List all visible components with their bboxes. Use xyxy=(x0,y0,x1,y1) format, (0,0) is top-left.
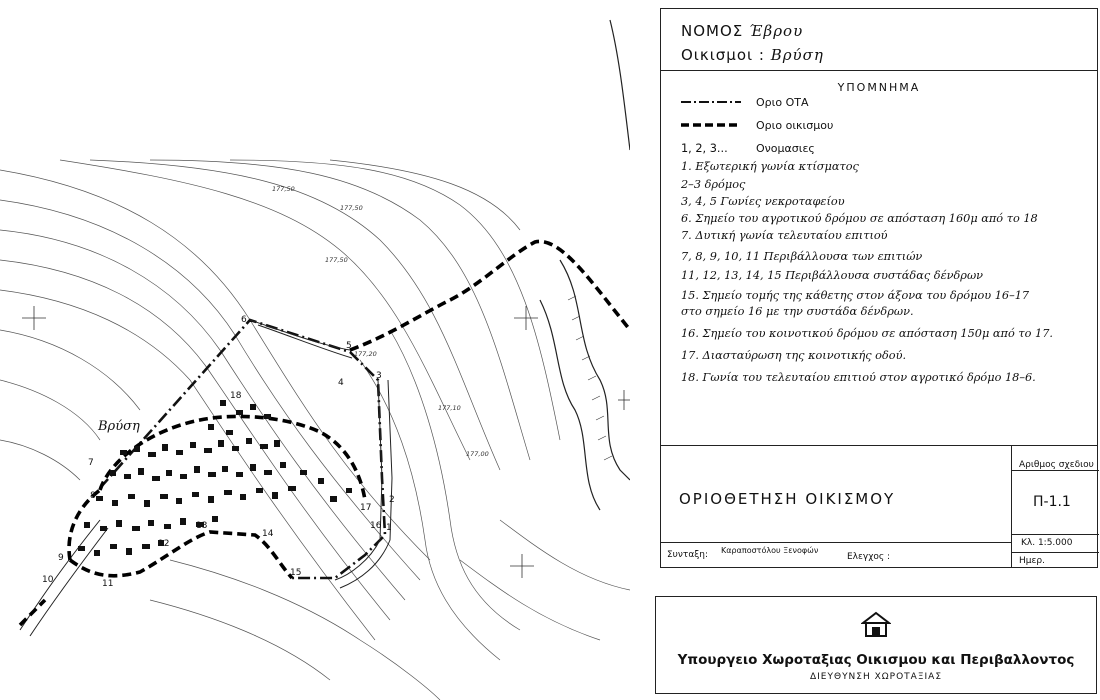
ministry-name: Υπουργειο Χωροταξιας Οικισμου και Περιβαλλοντος xyxy=(677,652,1075,668)
date-label: Ημερ. xyxy=(1019,556,1045,566)
elevation-label: 177,20 xyxy=(354,350,377,358)
elevation-label: 177,50 xyxy=(272,185,295,193)
settlements-label: Οικισμοι : xyxy=(681,46,765,64)
point-label: 17 xyxy=(360,503,372,513)
drawing-number: Π-1.1 xyxy=(1033,494,1071,510)
point-label: 12 xyxy=(158,539,170,549)
note-item: 7, 8, 9, 10, 11 Περιβάλλουσα των επιτιών xyxy=(681,250,923,263)
point-label: 9 xyxy=(58,553,64,563)
settlement-line-symbol xyxy=(681,120,741,130)
settlements-line xyxy=(681,46,824,64)
ota-label: Οριο ΟΤΑ xyxy=(756,96,809,109)
drawing-number-label: Αριθμος σχεδιου xyxy=(1019,460,1094,470)
drawing-scale: Κλ. 1:5.000 xyxy=(1021,538,1073,548)
prefecture-label: ΝΟΜΟΣ xyxy=(681,22,744,40)
note-item: 11, 12, 13, 14, 15 Περιβάλλουσα συστάδας δένδρων xyxy=(681,269,984,282)
settlement-label: Οριο οικισμου xyxy=(756,119,834,132)
author-name: Καραποστόλου Ξενοφών xyxy=(721,546,819,555)
settlements-value: Βρύση xyxy=(770,46,824,64)
note-item: 15. Σημείο τομής της κάθετης στον άξονα του δρόμου 16–17 xyxy=(681,289,1030,302)
point-label: 11 xyxy=(102,579,114,589)
point-label: 1 xyxy=(386,523,392,533)
drawing-title: ΟΡΙΟΘΕΤΗΣΗ ΟΙΚΙΣΜΟΥ xyxy=(679,490,896,508)
note-item: 16. Σημείο του κοινοτικού δρόμου σε απόσταση 150μ από το 17. xyxy=(681,327,1053,340)
note-item: 17. Διασταύρωση της κοινοτικής οδού. xyxy=(681,349,907,362)
legend-panel xyxy=(660,8,1098,568)
note-item: 1. Εξωτερική γωνία κτίσματος xyxy=(681,160,859,173)
point-label: 6 xyxy=(241,315,247,325)
point-label: 14 xyxy=(262,529,274,539)
names-label: Ονομασιες xyxy=(756,142,815,155)
point-label: 8 xyxy=(90,491,96,501)
prefecture-value: Έβρου xyxy=(749,22,804,40)
header-block xyxy=(661,9,1097,71)
point-label: 5 xyxy=(346,341,352,351)
point-label: 3 xyxy=(376,371,382,381)
elevation-label: 177,00 xyxy=(466,450,489,458)
ministry-department: ΔΙΕΥΘΥΝΣΗ ΧΩΡΟΤΑΞΙΑΣ xyxy=(809,672,943,682)
author-label: Συνταξη: xyxy=(667,550,709,560)
elevation-label: 177,50 xyxy=(325,256,348,264)
note-item: 18. Γωνία του τελευταίου επιτιού στον αγροτικό δρόμο 18–6. xyxy=(681,371,1036,384)
point-label: 2 xyxy=(389,495,395,505)
settlement-name: Βρύση xyxy=(98,419,140,434)
note-item: 6. Σημείο του αγροτικού δρόμου σε απόσταση 160μ από το 18 xyxy=(681,212,1038,225)
prefecture-line xyxy=(681,22,803,40)
note-item: 7. Δυτική γωνία τελευταίου επιτιού xyxy=(681,229,888,242)
elevation-label: 177,50 xyxy=(340,204,363,212)
point-label: 4 xyxy=(338,378,344,388)
point-label: 13 xyxy=(196,521,208,531)
check-label: Ελεγχος : xyxy=(847,552,891,562)
note-item: στο σημείο 16 με την συστάδα δένδρων. xyxy=(681,305,914,318)
point-label: 7 xyxy=(88,458,94,468)
note-item: 3, 4, 5 Γωνίες νεκροταφείου xyxy=(681,195,845,208)
point-label: 15 xyxy=(290,568,302,578)
elevation-label: 177,10 xyxy=(438,404,461,412)
point-label: 18 xyxy=(230,391,242,401)
legend-title: ΥΠΟΜΝΗΜΑ xyxy=(837,81,921,94)
ministry-logo-icon xyxy=(861,611,891,639)
note-item: 2–3 δρόμος xyxy=(681,178,746,191)
point-label: 10 xyxy=(42,575,54,585)
ministry-block xyxy=(655,596,1097,694)
point-label: 16 xyxy=(370,521,382,531)
title-block xyxy=(661,445,1097,569)
names-symbol: 1, 2, 3... xyxy=(681,142,728,155)
ota-line-symbol xyxy=(681,97,741,107)
